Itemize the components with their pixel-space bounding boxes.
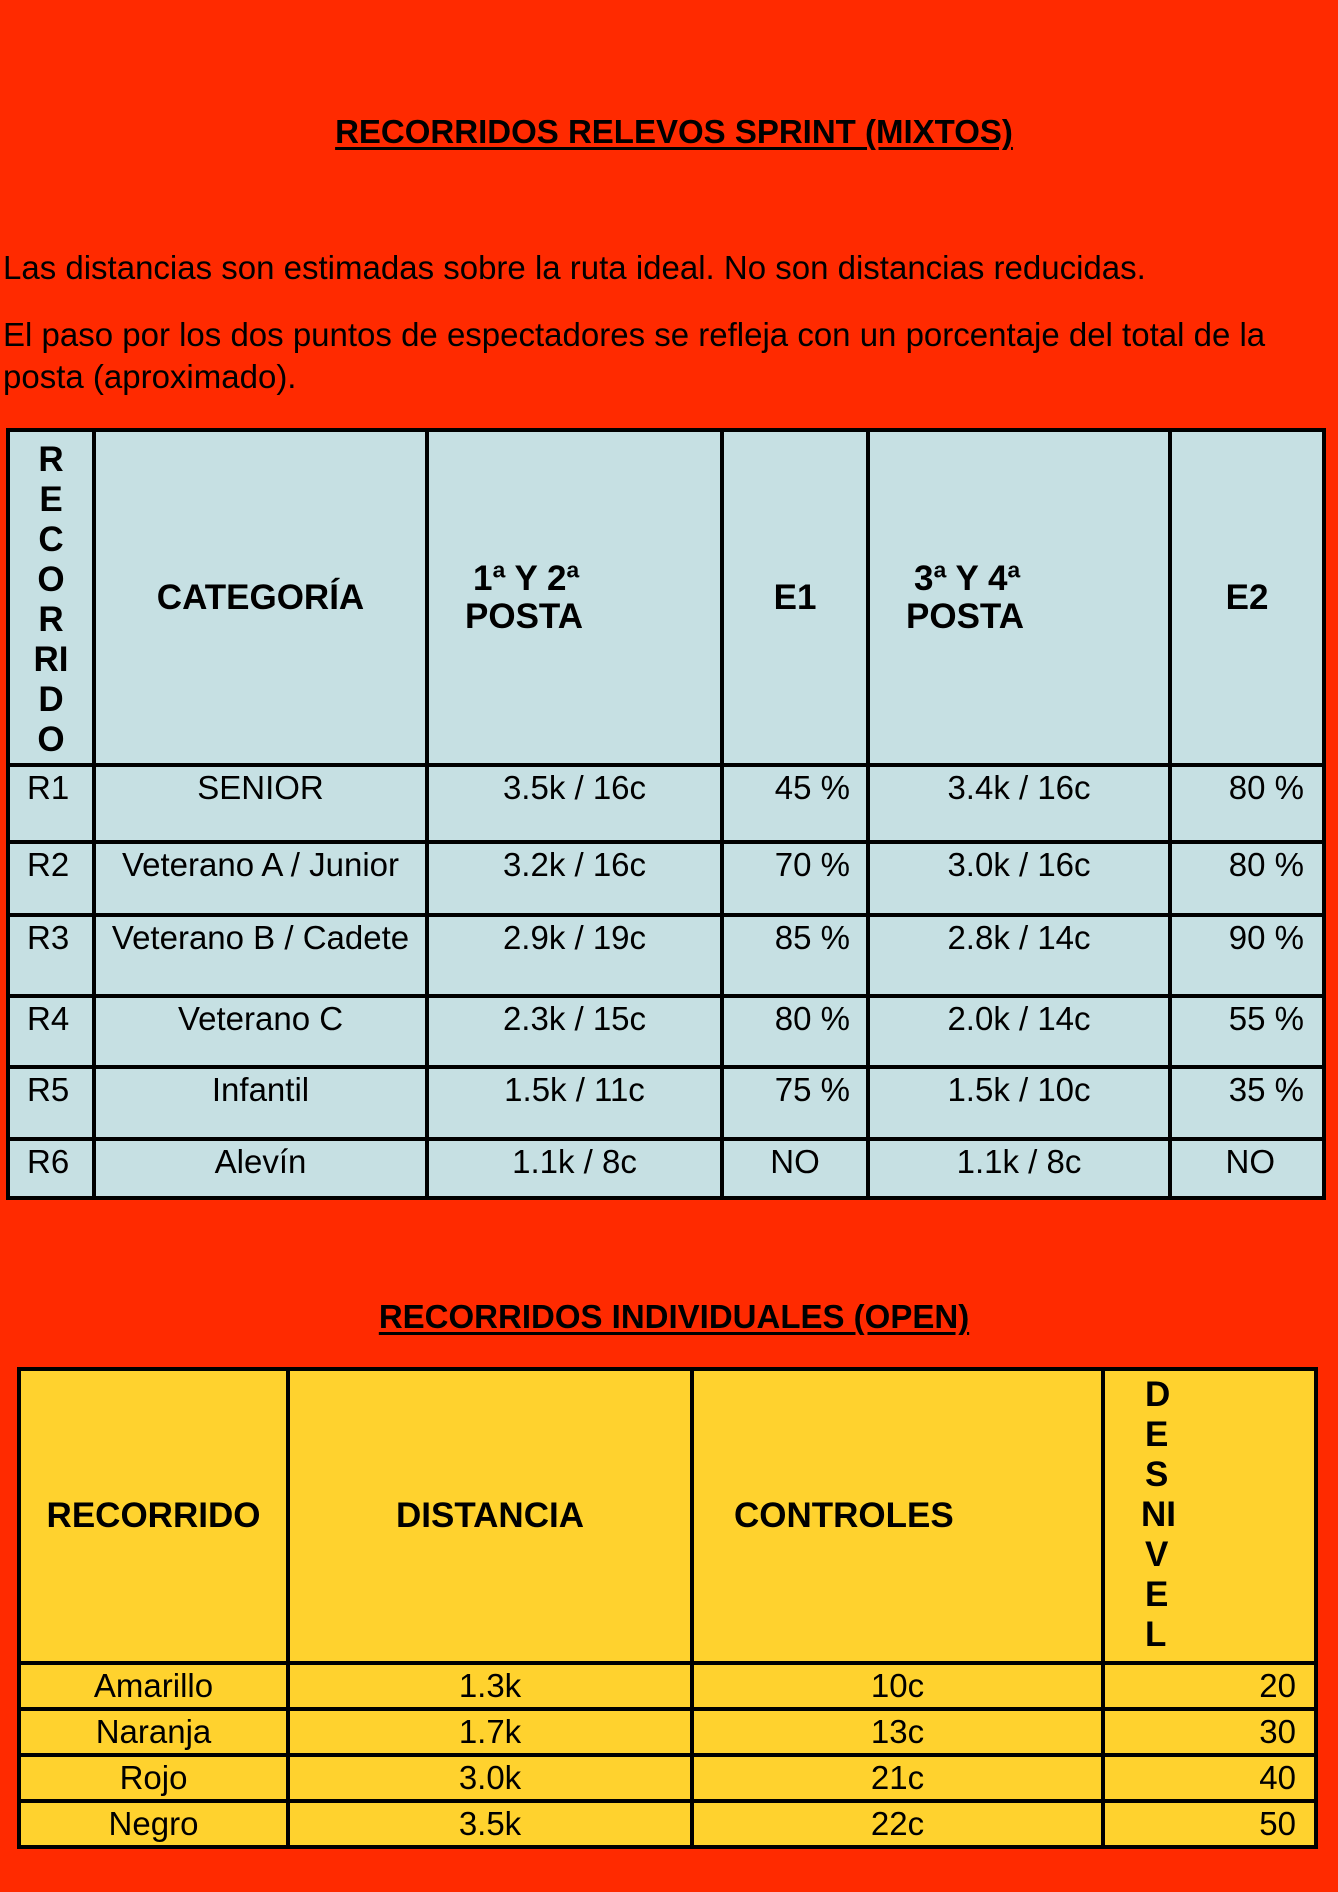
cell-controles: 22c (692, 1801, 1103, 1847)
cell-desnivel: 40 (1103, 1755, 1316, 1801)
table-row (8, 996, 1324, 1067)
cell-recorrido: R4 (8, 996, 94, 1067)
cell-controles: 13c (692, 1709, 1103, 1755)
cell-recorrido: R5 (8, 1067, 94, 1139)
header-desnivel: D E S NI V E L (1103, 1369, 1316, 1663)
cell-categoria: Veterano B / Cadete (94, 915, 427, 996)
distance-note: Las distancias son estimadas sobre la ruta ideal. No son distancias reducidas. (3, 249, 1146, 286)
cell-categoria: Alevín (94, 1139, 427, 1198)
header-posta-1-2: 1ª Y 2ª POSTA (427, 430, 722, 765)
cell-recorrido: Negro (19, 1801, 288, 1847)
header-recorrido: R E C O R RI D O (8, 430, 94, 765)
cell-posta-3-4: 2.0k / 14c (868, 996, 1170, 1067)
cell-e1: 75 % (722, 1067, 868, 1139)
cell-posta-1-2: 2.3k / 15c (427, 996, 722, 1067)
table-row (8, 1067, 1324, 1139)
header-posta-3-4: 3ª Y 4ª POSTA (868, 430, 1170, 765)
table-row (8, 915, 1324, 996)
header-e2: E2 (1170, 430, 1324, 765)
cell-recorrido: Rojo (19, 1755, 288, 1801)
table-row (19, 1663, 1316, 1709)
cell-posta-1-2: 2.9k / 19c (427, 915, 722, 996)
cell-posta-1-2: 1.5k / 11c (427, 1067, 722, 1139)
table-row (8, 1139, 1324, 1198)
cell-recorrido: R3 (8, 915, 94, 996)
cell-categoria: Infantil (94, 1067, 427, 1139)
cell-e1: 85 % (722, 915, 868, 996)
cell-e1: NO (722, 1139, 868, 1198)
cell-controles: 10c (692, 1663, 1103, 1709)
cell-categoria: Veterano C (94, 996, 427, 1067)
relay-header-row (8, 430, 1324, 765)
cell-e2: 55 % (1170, 996, 1324, 1067)
cell-distancia: 3.0k (288, 1755, 692, 1801)
cell-e2: 90 % (1170, 915, 1324, 996)
individual-header-row (19, 1369, 1316, 1663)
cell-desnivel: 50 (1103, 1801, 1316, 1847)
table-row (19, 1801, 1316, 1847)
cell-posta-3-4: 2.8k / 14c (868, 915, 1170, 996)
cell-posta-3-4: 1.5k / 10c (868, 1067, 1170, 1139)
relay-section-title: RECORRIDOS RELEVOS SPRINT (MIXTOS) (335, 113, 1013, 150)
table-row (8, 765, 1324, 842)
table-row (8, 842, 1324, 915)
cell-distancia: 3.5k (288, 1801, 692, 1847)
header-e1: E1 (722, 430, 868, 765)
cell-categoria: Veterano A / Junior (94, 842, 427, 915)
individual-courses-table (17, 1367, 1318, 1849)
cell-e2: NO (1170, 1139, 1324, 1198)
cell-posta-1-2: 3.5k / 16c (427, 765, 722, 842)
individual-section-title: RECORRIDOS INDIVIDUALES (OPEN) (378, 1298, 970, 1335)
cell-desnivel: 20 (1103, 1663, 1316, 1709)
cell-desnivel: 30 (1103, 1709, 1316, 1755)
cell-e1: 80 % (722, 996, 868, 1067)
cell-distancia: 1.7k (288, 1709, 692, 1755)
cell-e1: 45 % (722, 765, 868, 842)
cell-posta-1-2: 3.2k / 16c (427, 842, 722, 915)
cell-posta-3-4: 3.4k / 16c (868, 765, 1170, 842)
cell-posta-1-2: 1.1k / 8c (427, 1139, 722, 1198)
cell-recorrido: R6 (8, 1139, 94, 1198)
table-row (19, 1755, 1316, 1801)
cell-e2: 80 % (1170, 765, 1324, 842)
cell-distancia: 1.3k (288, 1663, 692, 1709)
cell-recorrido: Naranja (19, 1709, 288, 1755)
cell-controles: 21c (692, 1755, 1103, 1801)
cell-categoria: SENIOR (94, 765, 427, 842)
header-categoria: CATEGORÍA (94, 430, 427, 765)
cell-e1: 70 % (722, 842, 868, 915)
cell-e2: 80 % (1170, 842, 1324, 915)
table-row (19, 1709, 1316, 1755)
cell-posta-3-4: 1.1k / 8c (868, 1139, 1170, 1198)
cell-e2: 35 % (1170, 1067, 1324, 1139)
cell-recorrido: R2 (8, 842, 94, 915)
cell-recorrido: Amarillo (19, 1663, 288, 1709)
cell-recorrido: R1 (8, 765, 94, 842)
header-recorrido: RECORRIDO (19, 1369, 288, 1663)
header-distancia: DISTANCIA (288, 1369, 692, 1663)
cell-posta-3-4: 3.0k / 16c (868, 842, 1170, 915)
header-controles: CONTROLES (692, 1369, 1103, 1663)
relay-courses-table (6, 428, 1326, 1200)
spectator-note: El paso por los dos puntos de espectadores se refleja con un porcentaje del total de la posta (aproximado). (3, 316, 1266, 395)
